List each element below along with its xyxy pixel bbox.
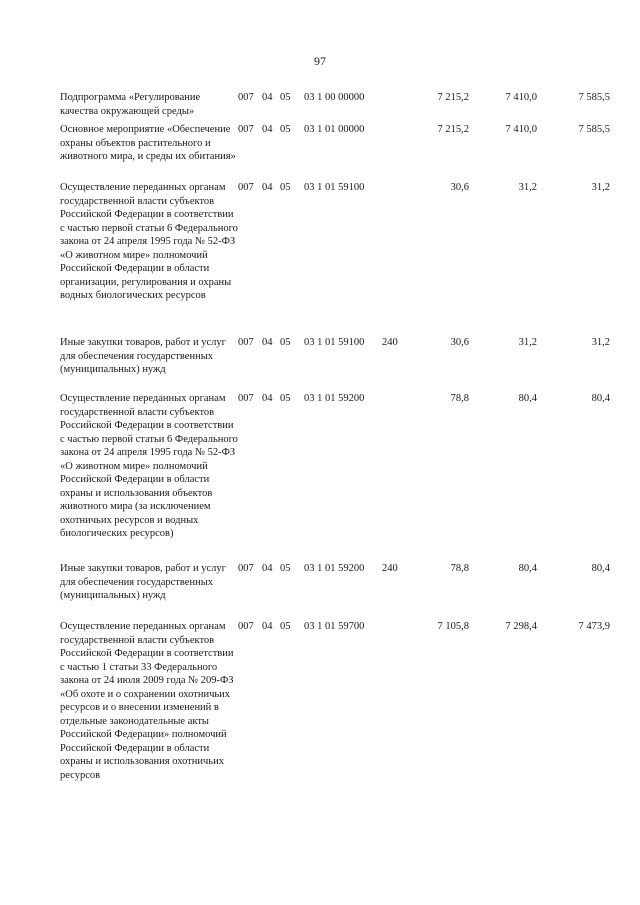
row-description: Иные закупки товаров, работ и услуг для обеспечения государственных (муниципальных) нужд — [60, 337, 226, 375]
amount-year-1: 78,8 — [450, 393, 469, 404]
dept-code: 007 — [238, 563, 254, 574]
section-code: 04 — [262, 563, 273, 574]
section-code: 04 — [262, 621, 273, 632]
amount-year-3: 31,2 — [591, 337, 610, 348]
amount-year-3: 7 473,9 — [578, 621, 610, 632]
dept-code: 007 — [238, 621, 254, 632]
amount-year-2: 7 298,4 — [505, 621, 537, 632]
subsection-code: 05 — [280, 337, 291, 348]
amount-year-1: 78,8 — [450, 563, 469, 574]
subsection-code: 05 — [280, 182, 291, 193]
amount-year-3: 7 585,5 — [578, 124, 610, 135]
row-description: Осуществление переданных органам государственной власти субъектов Российской Федерации в соответствии с частью первой статьи 6 Федерального закона от 24 апреля 1995 года № 52-ФЗ «О животном мире» полномочий Российской Федерации в области охраны и использования объектов животного мира (за исключением охотничьих ресурсов и водных биологических ресурсов) — [60, 393, 238, 539]
amount-year-1: 30,6 — [450, 182, 469, 193]
expense-type-code: 240 — [382, 563, 398, 574]
section-code: 04 — [262, 182, 273, 193]
row-description: Подпрограмма «Регулирование качества окружающей среды» — [60, 92, 201, 117]
target-article-code: 03 1 01 59100 — [304, 182, 365, 193]
target-article-code: 03 1 01 59200 — [304, 393, 365, 404]
target-article-code: 03 1 01 59200 — [304, 563, 365, 574]
row-description: Осуществление переданных органам государственной власти субъектов Российской Федерации в соответствии с частью первой статьи 6 Федерального закона от 24 апреля 1995 года № 52-ФЗ «О животном мире» полномочий Российской Федерации в области организации, регулирования и охраны водных биологических ресурсов — [60, 182, 238, 301]
target-article-code: 03 1 01 59100 — [304, 337, 365, 348]
subsection-code: 05 — [280, 621, 291, 632]
page-number: 97 — [314, 54, 326, 68]
section-code: 04 — [262, 337, 273, 348]
subsection-code: 05 — [280, 92, 291, 103]
row-description: Основное мероприятие «Обеспечение охраны объектов растительного и животного мира, и среды их обитания» — [60, 124, 236, 162]
row-description: Осуществление переданных органам государственной власти субъектов Российской Федерации в соответствии с частью 1 статьи 33 Федерального закона от 24 июля 2009 года № 209-ФЗ «Об охоте и о сохранении охотничьих ресурсов и о внесении изменений в отдельные законодательные акты Российской Федерации» полномочий Российской Федерации в области охраны и использования охотничьих ресурсов — [60, 621, 234, 781]
amount-year-2: 31,2 — [518, 182, 537, 193]
amount-year-3: 31,2 — [591, 182, 610, 193]
subsection-code: 05 — [280, 563, 291, 574]
amount-year-3: 80,4 — [591, 563, 610, 574]
amount-year-2: 7 410,0 — [505, 92, 537, 103]
target-article-code: 03 1 01 00000 — [304, 124, 365, 135]
section-code: 04 — [262, 92, 273, 103]
amount-year-3: 80,4 — [591, 393, 610, 404]
subsection-code: 05 — [280, 393, 291, 404]
target-article-code: 03 1 01 59700 — [304, 621, 365, 632]
dept-code: 007 — [238, 393, 254, 404]
amount-year-1: 7 215,2 — [437, 92, 469, 103]
amount-year-1: 7 105,8 — [437, 621, 469, 632]
amount-year-2: 80,4 — [518, 393, 537, 404]
dept-code: 007 — [238, 182, 254, 193]
dept-code: 007 — [238, 92, 254, 103]
expense-type-code: 240 — [382, 337, 398, 348]
dept-code: 007 — [238, 124, 254, 135]
target-article-code: 03 1 00 00000 — [304, 92, 365, 103]
amount-year-3: 7 585,5 — [578, 92, 610, 103]
amount-year-2: 80,4 — [518, 563, 537, 574]
subsection-code: 05 — [280, 124, 291, 135]
amount-year-2: 7 410,0 — [505, 124, 537, 135]
section-code: 04 — [262, 124, 273, 135]
amount-year-1: 30,6 — [450, 337, 469, 348]
amount-year-1: 7 215,2 — [437, 124, 469, 135]
amount-year-2: 31,2 — [518, 337, 537, 348]
dept-code: 007 — [238, 337, 254, 348]
row-description: Иные закупки товаров, работ и услуг для обеспечения государственных (муниципальных) нужд — [60, 563, 226, 601]
section-code: 04 — [262, 393, 273, 404]
